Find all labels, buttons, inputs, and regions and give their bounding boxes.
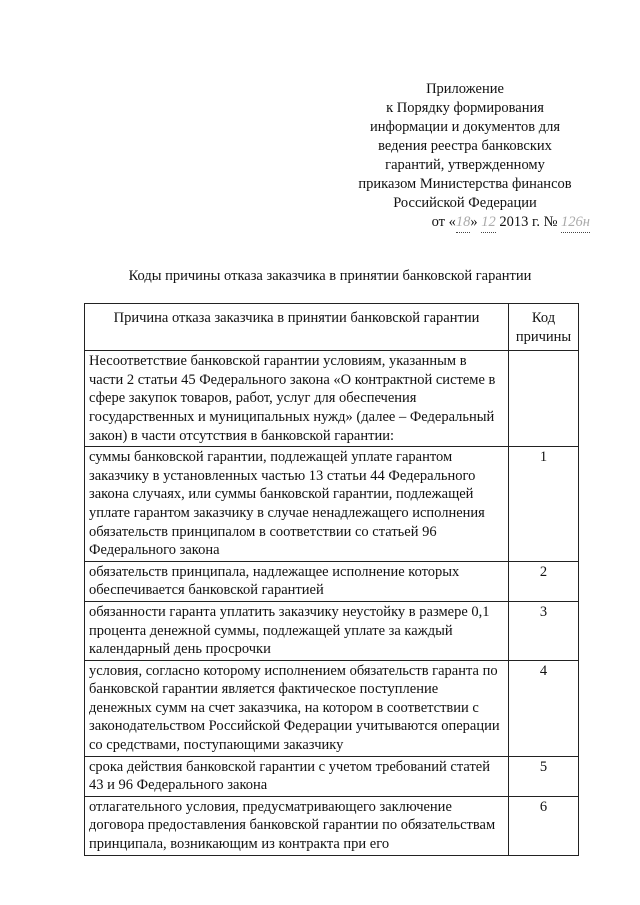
reason-cell: суммы банковской гарантии, подлежащей уплате гарантом заказчику в установленных частью 13 статьи 44 Федерального закона случаях, или суммы банковской гарантии, подлежащей уплате гарантом заказчику в случае ненадлежащего исполнения обязательств принципалом в соответствии со статьей 96 Федерального закона	[85, 447, 509, 562]
table-row	[85, 351, 579, 447]
code-cell: 6	[509, 796, 579, 855]
header-line: информации и документов для	[369, 119, 561, 135]
code-cell: 1	[509, 447, 579, 562]
table-header-row	[85, 304, 579, 351]
appendix-header	[340, 80, 590, 233]
reason-cell: срока действия банковской гарантии с учетом требований статей 43 и 96 Федерального закона	[85, 756, 509, 796]
code-cell	[509, 351, 579, 447]
code-cell: 5	[509, 756, 579, 796]
table-row	[85, 660, 579, 756]
document-title: Коды причины отказа заказчика в принятии банковской гарантии	[128, 268, 532, 284]
date-month: 12	[481, 213, 496, 233]
order-number: 126н	[561, 213, 590, 233]
date-year: 2013 г. №	[495, 214, 562, 230]
code-cell: 4	[509, 660, 579, 756]
header-line: гарантий, утвержденному	[385, 157, 545, 173]
reason-cell: обязанности гаранта уплатить заказчику неустойку в размере 0,1 процента денежной суммы, подлежащей уплате за каждый календарный день просрочки	[85, 601, 509, 660]
code-cell: 2	[509, 561, 579, 601]
reason-cell: Несоответствие банковской гарантии условиям, указанным в части 2 статьи 45 Федерального закона «О контрактной системе в сфере закупок товаров, работ, услуг для обеспечения государственных и муниципальных нужд» (далее – Федеральный закон) в части отсутствия в банковской гарантии:	[85, 351, 509, 447]
reason-cell: обязательств принципала, надлежащее исполнение которых обеспечивается банковской гарантией	[85, 561, 509, 601]
table-row	[85, 447, 579, 562]
header-line: к Порядку формирования	[386, 100, 544, 116]
header-line: Российской Федерации	[393, 195, 537, 211]
date-mid: »	[470, 214, 482, 230]
header-line: ведения реестра банковских	[378, 138, 552, 154]
header-line: Приложение	[426, 81, 504, 97]
table-row	[85, 796, 579, 855]
column-header-code: Код причины	[509, 304, 579, 351]
header-line: приказом Министерства финансов	[358, 176, 572, 192]
reason-cell: условия, согласно которому исполнением обязательств гаранта по банковской гарантии является фактическое поступление денежных сумм на счет заказчика, на котором в соответствии с законодательством Российской Федерации учитываются операции со средствами, поступающими заказчику	[85, 660, 509, 756]
table-row	[85, 756, 579, 796]
rejection-codes-table	[84, 303, 579, 856]
reason-cell: отлагательного условия, предусматривающего заключение договора предоставления банковской гарантии по обязательствам принципала, возникающим из контракта при его	[85, 796, 509, 855]
date-prefix: от «	[431, 214, 456, 230]
date-day: 18	[456, 213, 471, 233]
table-row	[85, 601, 579, 660]
order-date-line	[340, 213, 590, 233]
table-row	[85, 561, 579, 601]
column-header-reason: Причина отказа заказчика в принятии банковской гарантии	[85, 304, 509, 351]
code-cell: 3	[509, 601, 579, 660]
